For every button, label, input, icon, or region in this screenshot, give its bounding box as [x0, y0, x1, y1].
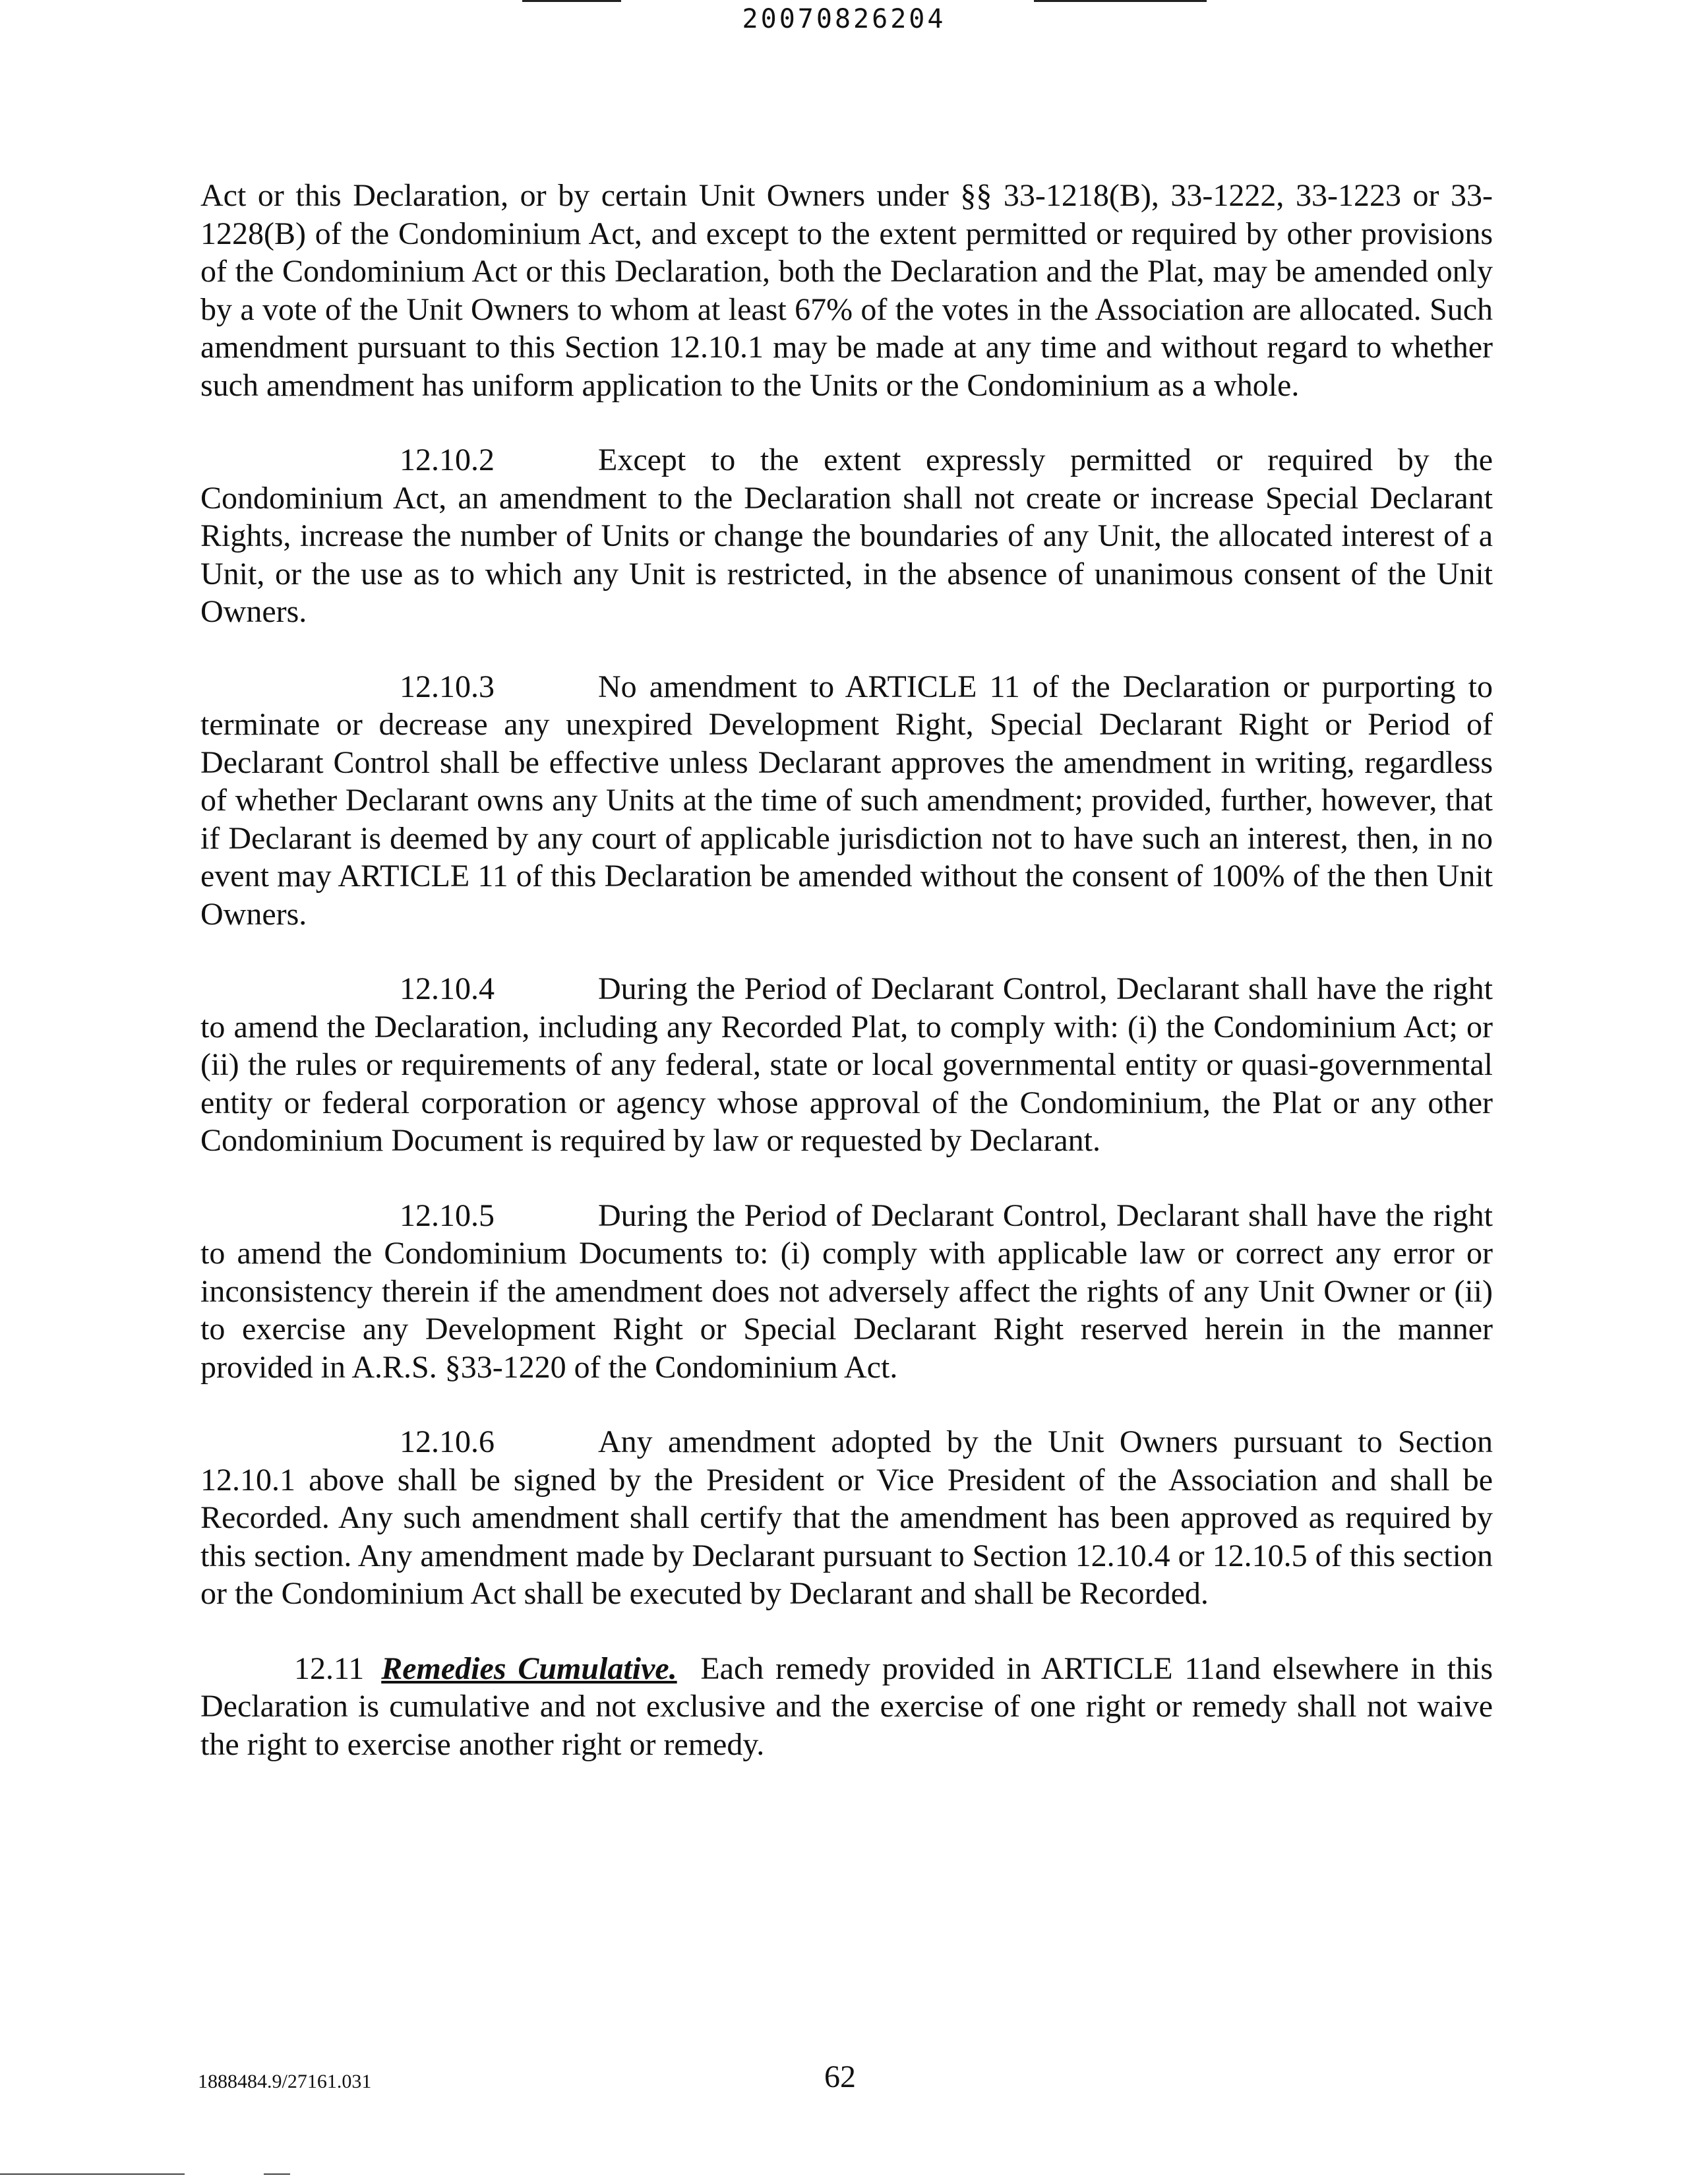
paragraph-text: Act or this Declaration, or by certain Unit Owners under §§ 33-1218(B), 33-1222, 33-1223 or 33-1228(B) of the Condominium Act, and except to the extent permitted or required by other provisions of the Condominium Act or this Declaration, both the Declaration and the Plat, may be amended only by a vote of the Unit Owners to whom at least 67% of the votes in the Association are allocated. Such amendment pursuant to this Section 12.10.1 may be made at any time and without regard to whether such amendment has uniform application to the Units or the Condominium as a whole.: [200, 178, 1493, 403]
section-heading: Remedies Cumulative.: [381, 1651, 677, 1686]
paragraph-text: During the Period of Declarant Control, Declarant shall have the right to amend the Declaration, including any Recorded Plat, to comply with: (i) the Condominium Act; or (ii) the rules or requirements of any federal, state or local governmental entity or quasi-governmental entity or federal corporation or agency whose approval of the Condominium, the Plat or any other Condominium Document is required by law or requested by Declarant.: [200, 971, 1493, 1158]
section-12-10-5: [200, 1197, 1493, 1387]
footer-document-id: 1888484.9/27161.031: [198, 2071, 372, 2092]
section-number: 12.10.4: [400, 971, 495, 1006]
section-number: 12.10.3: [400, 669, 495, 704]
paragraph-text: Except to the extent expressly permitted or required by the Condominium Act, an amendment to the Declaration shall not create or increase Special Declarant Rights, increase the number of Units or change the boundaries of any Unit, the allocated interest of a Unit, or the use as to which any Unit is restricted, in the absence of unanimous consent of the Unit Owners.: [200, 442, 1493, 629]
section-12-11: [200, 1650, 1493, 1764]
paragraph-text: No amendment to ARTICLE 11 of the Declaration or purporting to terminate or decrease any unexpired Development Right, Special Declarant Right or Period of Declarant Control shall be effective unless Declarant approves the amendment in writing, regardless of whether Declarant owns any Units at the time of such amendment; provided, further, however, that if Declarant is deemed by any court of applicable jurisdiction not to have such an interest, then, in no event may ARTICLE 11 of this Declaration be amended without the consent of 100% of the then Unit Owners.: [200, 669, 1493, 932]
paragraph-text: Any amendment adopted by the Unit Owners pursuant to Section 12.10.1 above shall be signed by the President or Vice President of the Association and shall be Recorded. Any such amendment shall certify that the amendment has been approved as required by this section. Any amendment made by Declarant pursuant to Section 12.10.4 or 12.10.5 of this section or the Condominium Act shall be executed by Declarant and shall be Recorded.: [200, 1424, 1493, 1611]
paragraph-text: Each remedy provided in ARTICLE 11and elsewhere in this Declaration is cumulative and not exclusive and the exercise of one right or remedy shall not waive the right to exercise another right or remedy.: [200, 1651, 1493, 1762]
paragraph-text: During the Period of Declarant Control, Declarant shall have the right to amend the Condominium Documents to: (i) comply with applicable law or correct any error or inconsistency therein if the amendment does not adversely affect the rights of any Unit Owner or (ii) to exercise any Development Right or Special Declarant Right reserved herein in the manner provided in A.R.S. §33-1220 of the Condominium Act.: [200, 1198, 1493, 1385]
section-12-10-6: [200, 1423, 1493, 1613]
section-number: 12.11: [294, 1651, 365, 1686]
scan-dash-bottom-mid: [264, 2173, 290, 2175]
document-body: [200, 177, 1493, 1800]
paragraph-continuation: [200, 177, 1493, 404]
page-number: 62: [824, 2059, 856, 2094]
section-number: 12.10.5: [400, 1198, 495, 1233]
section-number: 12.10.6: [400, 1424, 495, 1459]
scan-rule-right: [1034, 0, 1207, 2]
scan-dash-bottom-left: [0, 2173, 185, 2175]
section-12-10-2: [200, 441, 1493, 631]
section-number: 12.10.2: [400, 442, 495, 477]
scan-rule-left: [522, 0, 621, 2]
section-12-10-4: [200, 970, 1493, 1160]
section-12-10-3: [200, 668, 1493, 934]
document-number: 20070826204: [742, 4, 946, 34]
